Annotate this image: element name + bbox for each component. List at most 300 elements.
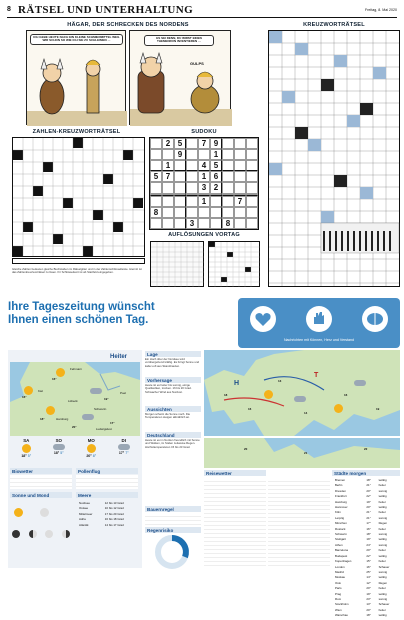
day-forecast [108,438,141,466]
day-forecast [75,438,108,466]
temp-label: 20 [244,447,248,451]
city-name: Stockholm [335,602,349,607]
city-name: Frankfurt [335,494,347,499]
sudoku-cell [174,160,186,171]
page-title: RÄTSEL UND UNTERHALTUNG [18,4,194,16]
table-row [78,513,136,516]
table-row [334,582,398,585]
city-condition: wolkig [378,591,387,596]
table-row [334,495,398,498]
sudoku-cell [162,196,174,207]
sun-icon [22,444,31,453]
sudoku-cell [222,149,234,160]
temp-label: 17° [110,421,115,425]
sudoku-cell [246,207,258,218]
solution-sudoku [150,241,204,287]
city-name: Oslo [335,580,341,585]
sudoku-title: SUDOKU [191,129,217,135]
sudoku-cell [234,138,246,149]
table-row [334,506,398,509]
sudoku-cell: 9 [174,149,186,160]
city-condition: sonnig [378,488,388,493]
hand-icon [306,306,332,332]
lage-text: Ein Hoch über der Nordsee wird vorübergehend kräftig. Es bringt Sonne und kalte Luft aus Skandinavien. [145,357,200,368]
city-temperature: 19° [366,591,371,596]
place-label: Ludwigslust [96,427,112,431]
sudoku-cell [210,196,222,207]
table-row [334,533,398,536]
sudoku-cell [150,160,162,171]
place-label: Poel [120,391,127,395]
table-row [78,502,136,505]
temp-label: 20° [72,425,77,429]
sea-name: Nordsee [79,501,90,505]
low-temp: 5° [27,454,32,458]
page-date: Freitag, 8. Mai 2020 [365,8,397,12]
city-temperature: 20° [366,607,371,612]
city-forecast-table [332,477,400,620]
sudoku-cell: 6 [210,171,222,182]
city-name: Hannover [335,505,348,510]
temp-label: 13 [278,379,282,383]
europe-weather-map [204,350,400,436]
moon-phase-icon [45,530,53,538]
crossword-grid [268,30,400,287]
city-name: Barcelona [335,548,349,553]
sea-name: Atlantik [79,522,89,527]
sudoku-cell [174,196,186,207]
city-condition: wolkig [378,505,387,510]
city-name: München [335,521,347,526]
table-row [78,518,136,521]
table-row [334,603,398,606]
table-row [334,560,398,563]
city-temperature: 19° [366,499,371,504]
sea-temperature: 17 bis 20 Grad [104,511,124,516]
sudoku-cell [174,207,186,218]
city-condition: sonnig [378,515,388,520]
sudoku-cell: 1 [198,171,210,182]
sudoku-cell [198,218,210,229]
sudoku-cell: 7 [198,138,210,149]
solution-crossword [208,241,260,287]
city-name: Hamburg [335,499,347,504]
banner-icons-box [238,298,400,348]
temp-label: 19° [104,397,109,401]
table-row [78,507,136,510]
table-row [334,609,398,612]
number-crossword-instructions: Gleiche Zahlen bedeuten gleiche Buchstaben im Rätselgitter und in der Zahlenschlüsselleiste. Hiermit ist das Zahlenkreuzworträtsel zu lösen. Ihr Schlüsselwort ist ab Startfeld eingegeben. [12,267,142,275]
day-name: SA [23,438,30,443]
city-temperature: 24° [366,542,371,547]
city-temperature: 13° [366,602,371,607]
table-row [334,528,398,531]
sudoku-cell [222,160,234,171]
vorhersage-text: Heute ist es heiter bis sonnig, einige Quellwolken, trocken. 16 bis 20 Grad. Schwacher Wind aus Nordost. [145,383,192,394]
banner-slogan [8,301,238,347]
sun-icon [46,406,55,415]
sudoku-cell [222,196,234,207]
sudoku-cell: 7 [234,196,246,207]
city-name: Madrid [335,569,344,574]
sun-moon-heading: Sonne und Mond [10,492,72,498]
cities-heading: Städte morgen [332,470,400,476]
sound-effect: GULPS [190,61,204,66]
bauernregel-text [145,513,201,525]
table-row [334,490,398,493]
crossword-grid-lines [269,31,399,286]
sudoku-cell [234,207,246,218]
number-crossword-grid [12,137,145,257]
city-temperature: 21° [366,510,371,515]
sudoku-cell [162,207,174,218]
high-temp: 18° [53,451,60,455]
city-condition: wolkig [378,613,387,618]
sun-icon [24,386,33,395]
pollenflug-heading: Pollenflug [76,468,138,474]
number-key-bar [12,258,145,264]
sea-name: Mittelmeer [79,511,93,516]
meere-heading: Meere [76,492,138,498]
sudoku-cell [150,149,162,160]
lage-heading: Lage [145,351,201,357]
temp-label: 16 [344,393,348,397]
sudoku-cell [234,160,246,171]
city-temperature: 20° [366,586,371,591]
table-row [334,593,398,596]
sudoku-cell [174,218,186,229]
sudoku-cell [198,207,210,218]
sudoku-cell [222,182,234,193]
city-condition: sonnig [378,596,388,601]
city-temperature: 21° [366,483,371,488]
table-row [334,555,398,558]
city-temperature: 22° [366,494,371,499]
low-temp: 8° [92,454,97,458]
europe-weather-map-south [204,438,400,468]
sudoku-cell [246,138,258,149]
high-temp: 20° [86,454,92,458]
city-condition: wolkig [378,553,387,558]
city-name: Moskau [335,575,346,580]
city-condition: heiter [378,559,386,564]
heart-icon [250,306,276,332]
cloud-icon [53,444,65,450]
city-name: London [335,564,345,569]
temp-label: 16° [22,395,27,399]
sudoku-cell [246,196,258,207]
temp-label: 18° [40,417,45,421]
city-name: Athen [335,542,343,547]
sudoku-cell: 9 [210,138,222,149]
sun-moon-box [10,500,72,556]
city-condition: wolkig [378,575,387,580]
day-forecast [10,438,43,466]
city-name: Köln [335,510,341,515]
sudoku-cell [234,171,246,182]
sea-temp-table [76,500,138,529]
city-temperature: 20° [366,505,371,510]
low-temp: 5° [60,451,64,455]
table-row [334,598,398,601]
cloud-icon [118,444,130,450]
pollenflug-text [76,475,138,489]
sudoku-cell [246,160,258,171]
city-name: Stuttgart [335,537,346,542]
sudoku-cell: 8 [222,218,234,229]
page-number: 8 [7,6,11,13]
city-name: Prag [335,591,342,596]
low-pressure-label: T [314,372,319,379]
table-row [334,544,398,547]
travel-weather-text-2 [268,478,330,566]
sudoku-cell [246,171,258,182]
crossword-title: KREUZWORTRÄTSEL [303,22,365,28]
city-condition: sonnig [378,542,388,547]
moon-phase-icon [29,530,37,538]
table-row [334,549,398,552]
regenrisiko-heading: Regenrisiko [145,527,201,533]
city-temperature: 12° [366,580,371,585]
sea-temperature: 10 bis 12 Grad [104,506,124,511]
sudoku-cell [186,207,198,218]
high-pressure-label: H [234,380,240,387]
table-row [334,522,398,525]
sudoku-cell [186,171,198,182]
city-condition: heiter [378,510,386,515]
day-name: SO [55,438,62,443]
reisewetter-heading: Reisewetter [204,470,266,476]
cloud-icon [354,380,366,386]
aussichten-text: Morgen scheint die Sonne noch. Die Temperaturen steigen allmählich an. [145,412,191,420]
sun-icon [264,390,273,399]
city-temperature: 17° [366,521,371,526]
sudoku-cell: 1 [210,149,222,160]
biowetter-text [10,475,72,489]
sudoku-cell [150,196,162,207]
cloud-icon [90,388,102,394]
table-row [334,511,398,514]
sudoku-cell [174,182,186,193]
place-label: Hamburg [56,417,69,421]
place-label: Kiel [38,389,44,393]
comic-panel-2 [129,30,231,125]
temp-label: 16 [248,407,252,411]
temp-label: 16° [52,377,57,381]
city-name: Dresden [335,488,346,493]
city-condition: Regen [378,580,388,585]
speech-bubble: ICH GEBE HEUTE NACH EIN KLEINE SCHMIERMITTEL WEIL WIR SCHON SO WIE ICH SIE ZU SCHLEIMEN … [30,34,123,45]
city-name: Rostock [335,526,346,531]
city-temperature: 20° [366,488,371,493]
solutions-title: AUFLÖSUNGEN VORTAG [168,232,240,238]
sun-icon [56,368,65,377]
city-temperature: 16° [366,526,371,531]
city-condition: Schauer [378,564,390,569]
sudoku-cell [234,182,246,193]
sea-name: Adria [79,517,86,522]
city-condition: heiter [378,586,386,591]
city-condition: heiter [378,499,386,504]
sudoku-cell [162,182,174,193]
temp-label: 14 [304,411,308,415]
solution-crossword-lines [209,242,260,287]
temp-label: 18 [224,393,228,397]
sudoku-cell: 3 [198,182,210,193]
sudoku-cell [246,218,258,229]
table-row [334,484,398,487]
city-name: Wien [335,607,342,612]
europe-land-shape [204,350,400,436]
banner-line-2: Ihnen einen schönen Tag. [8,314,149,326]
sudoku-cell [222,207,234,218]
day-name: DI [121,438,126,443]
header-rule [7,17,397,18]
city-condition: heiter [378,548,386,553]
table-row [334,576,398,579]
city-temperature: 25° [366,569,371,574]
banner-line-1: Ihre Tageszeitung wünscht [8,301,155,313]
city-condition: wolkig [378,494,387,499]
sea-temperature: 16 bis 18 Grad [104,517,124,522]
sudoku-cell [210,207,222,218]
sea-temperature: 14 bis 17 Grad [104,522,124,527]
place-label: Fehmarn [70,367,83,371]
speech-bubble: ES SEI DENN, DU WIRST EINEN THEMENRUN INVENTIEREN … [144,35,214,46]
sun-icon [334,404,343,413]
sudoku-cell [186,160,198,171]
cloud-icon [294,396,306,402]
comic-figures-illustration [27,51,127,126]
sudoku-cell [186,138,198,149]
place-label: Schwerin [94,407,107,411]
sudoku-cell: 1 [198,196,210,207]
solution-sudoku-lines [151,242,204,287]
city-name: Bremen [335,478,346,482]
sudoku-cell: 8 [150,207,162,218]
city-condition: Schauer [378,602,390,607]
moon-phases [12,530,70,542]
sudoku-cell [234,149,246,160]
cloud-icon [82,414,94,420]
city-condition: Regen [378,521,388,526]
sudoku-cell: 7 [162,171,174,182]
sudoku-cell: 2 [162,138,174,149]
sudoku-cell: 3 [186,218,198,229]
moon-phase-icon [62,530,70,538]
aussichten-heading: Aussichten [145,406,201,412]
sudoku-cell: 5 [174,138,186,149]
city-name: Warschau [335,613,348,618]
city-name: Paris [335,586,342,591]
city-name: Budapest [335,553,348,558]
city-condition: wolkig [378,478,387,482]
sudoku-cell [174,171,186,182]
high-temp: 18° [21,454,27,458]
temp-label: 19 [376,407,380,411]
city-condition: heiter [378,526,386,531]
deutschland-text: Heute ist es im Norden freundlich mit Sonne und Wolken, im Süden zeitweise Regen. Höchsttemperaturen 15 bis 23 Grad. [145,438,200,449]
sudoku-cell [162,218,174,229]
sudoku-cell [162,149,174,160]
temp-label: 21 [304,451,308,455]
city-temperature: 20° [366,548,371,553]
sudoku-cell [246,182,258,193]
city-temperature: 18° [366,532,371,537]
city-name: Berlin [335,483,343,488]
sudoku-cell [210,218,222,229]
city-condition: heiter [378,483,386,488]
city-temperature: 16° [366,564,371,569]
table-row [334,517,398,520]
sea-temperature: 12 bis 13 Grad [104,501,124,505]
sudoku-cell [198,149,210,160]
city-temperature: 23° [366,596,371,601]
sun-icon [14,508,23,517]
table-row [334,479,398,482]
comic-panel-1 [26,30,126,125]
day-forecast [43,438,76,466]
city-temperature: 18° [366,478,371,482]
city-temperature: 18° [366,613,371,618]
sudoku-cell [222,138,234,149]
sudoku-cell: 5 [150,171,162,182]
place-label: Lübeck [68,399,78,403]
sudoku-cell [186,196,198,207]
day-name: MO [87,438,95,443]
sudoku-cell [186,182,198,193]
city-name: Schwerin [335,532,347,537]
sudoku-cell [150,138,162,149]
brain-icon [362,306,388,332]
high-temp: 17° [118,451,125,455]
sudoku-cell [246,149,258,160]
number-crossword-title: ZAHLEN-KREUZWORTRÄTSEL [32,129,121,135]
table-row [78,524,136,527]
city-temperature: 14° [366,575,371,580]
table-row [334,538,398,541]
sea-name: Ostsee [79,506,89,511]
deutschland-heading: Deutschland [145,432,201,438]
sudoku-cell [150,218,162,229]
moon-icon [40,508,49,517]
table-row [334,587,398,590]
sudoku-cell [234,218,246,229]
city-condition: sonnig [378,569,388,574]
europe-south-land-shape [204,438,400,468]
sudoku-cell [186,149,198,160]
bauernregel-heading: Bauernregel [145,506,201,512]
comic-title: HÄGAR, DER SCHRECKEN DES NORDENS [67,22,189,28]
table-row [334,566,398,569]
temp-label: 22 [364,447,368,451]
city-condition: wolkig [378,537,387,542]
sudoku-cell: 5 [210,160,222,171]
number-crossword-cells [13,138,144,256]
travel-weather-text [204,478,266,566]
table-row [334,571,398,574]
city-temperature: 22° [366,553,371,558]
banner-tagline: Nachrichten mit Können, Herz und Verstand [283,338,355,342]
city-condition: sonnig [378,532,388,537]
sudoku-cell: 4 [198,160,210,171]
city-temperature: 15° [366,559,371,564]
sudoku-cell [222,171,234,182]
city-name: Kopenhagen [335,559,352,564]
rain-risk-gauge [152,535,192,569]
table-row [334,501,398,504]
city-temperature: 19° [366,537,371,542]
